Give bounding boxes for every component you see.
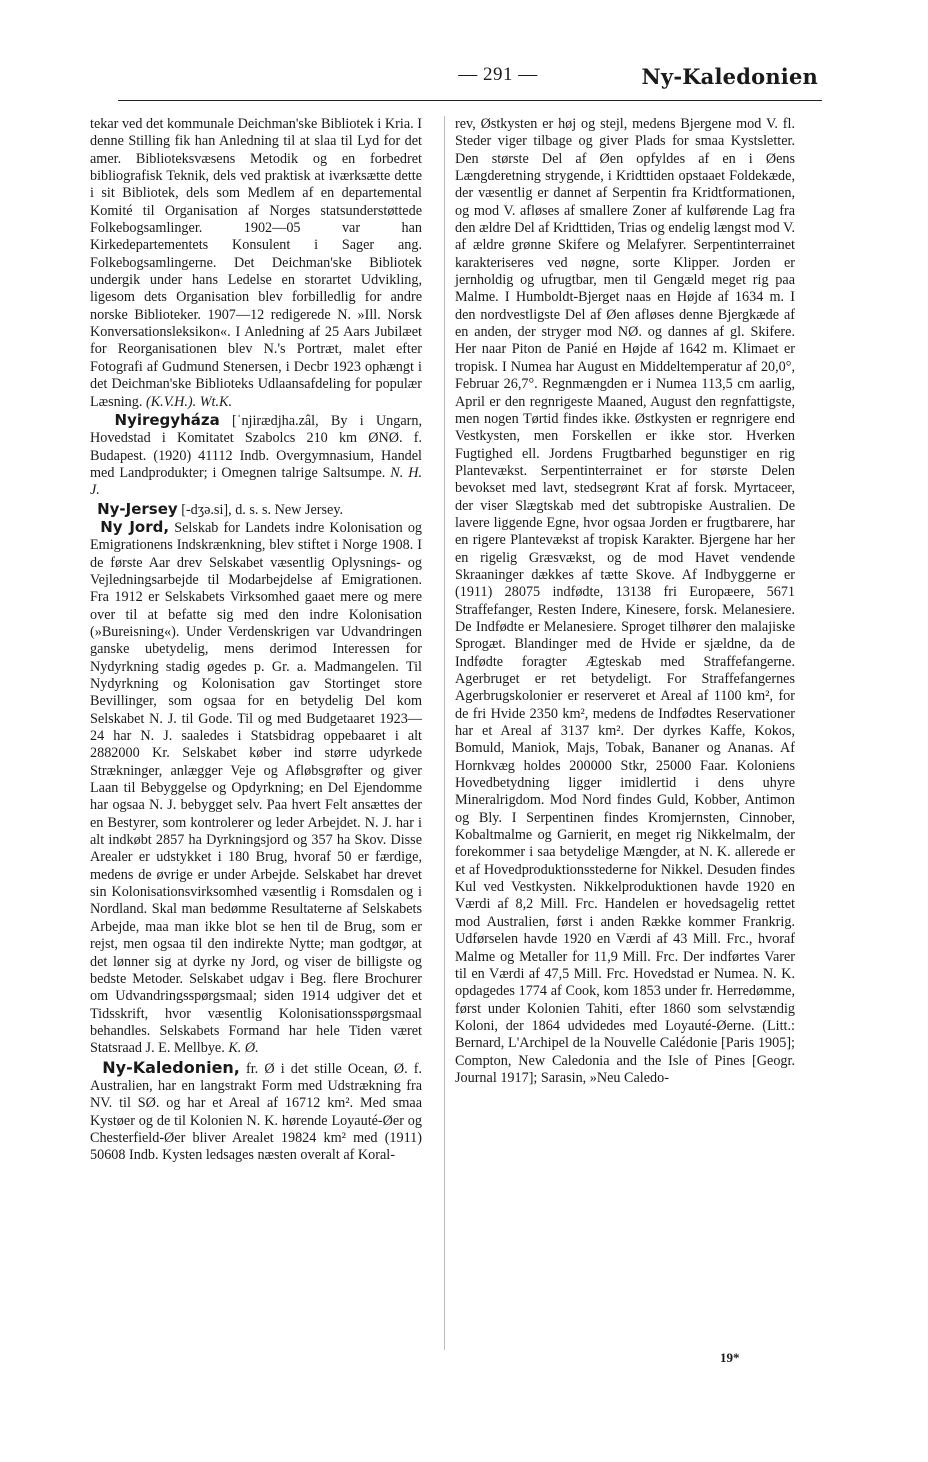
paragraph-continuation: rev, Østkysten er høj og stejl, medens Bjergene mod V. fl. Steder viger tilbage og giver Plads for smaa Kystsletter. Den største Del af Øen opfyldes af en i Øens Længderetning strygende, i Kridttiden opstaaet Foldekæde, der væsentlig er dannet af Serpentin fra Kridtformationen, og mod V. afløses af smallere Zoner af kulførende Lag fra den ældre Del af Kridttiden, Trias og endelig længst mod V. af ældre grønne Skifere og Melafyrer. Serpentinterrainet karakteriseres ved nøgne, sorte Klipper. Jorden er jernholdig og ufrugtbar, men til Gengæld meget rig paa Malme. I Humboldt-Bjerget naas en Højde af 1634 m. I den nordvestligste Del af Øen afløses denne Bjergkæde af en anden, der stryger mod NØ. og dannes af gl. Skifere. Her naar Piton de Panié en Højde af 1642 m. Klimaet er tropisk. I Numea har August en Middeltemperatur af 20,0°, Februar 26,7°. Regnmængden er i Numea 113,5 cm aarlig, April er den regnrigeste Maaned, August den regnfattigste, men nogen Tørtid findes ikke. Østkysten er regnrigere end Vestkysten, men Forskellen er ikke stor. Hverken Fugtighed ell. Jordens Frugtbarhed begunstiger en rig Plantevækst. Serpentinterrainet er for største Delen bevokset med lavt, stedsegrønt Krat af forsk. Myrtaceer, der viser Slægtskab med det subtropiske Australien. De lavere liggende Egne, hvor ogsaa Jorden er frugtbarere, har en rigere Plantevækst af tropisk Karakter. Bjergene har her en rigelig Græsvækst, og de mod Havet vendende Skraaninger dækkes af tætte Skove. Af Indbyggerne er (1911) 28075 indfødte, 13138 fri Europæere, 5671 Straffefanger, Resten Indere, Kinesere, forsk. Melanesiere. De Indfødte er Melanesiere. Sproget tilhører den malajiske Sprogæt. Blandinger med de Hvide er sjældne, da de Indfødte foragter Ægteskab med Straffefangerne. Agerbruget er ret betydeligt. For Straffefangernes Agerbrugskolonier er reserveret et Areal af 1100 km², for de fri Hvide 2350 km², medens de Indfødtes Reservationer har et Areal af 3137 km². Der dyrkes Kaffe, Kokos, Bomuld, Maniok, Majs, Tobak, Bananer og Ananas. Af Hornkvæg holdes 200000 Stkr, 25000 Faar. Koloniens Hovedbetydning ligger imidlertid i dens uhyre Mineralrigdom. Mod Nord findes Guld, Kobber, Antimon og Bly. I Serpentinen findes Kromjernsten, Cinnober, Kobaltmalme og Garnierit, en meget rig Nikkelmalm, der forekommer i saa betydelige Mængder, at N. K. allerede er et af Hovedproduktionsstederne for Nikkel. Desuden findes Kul ved Vestkysten. Nikkelproduktionen havde 1920 en Værdi af 8,2 Mill. Frc. Handelen er hovedsagelig rettet mod Australien, først i anden Række kommer Frankrig. Udførselen havde 1920 en Værdi af 43 Mill. Frc., hvoraf Malme og Metaller for 11,9 Mill. Frc. Der indførtes Varer til en Værdi af 47,5 Mill. Frc. Hovedstad er Numea. N. K. opdagedes 1774 af Cook, kom 1853 under fr. Herredømme, først under Kolonien Tahiti, efter 1860 som selvstændig Koloni, der 1864 udvidedes med Loyauté-Øerne. (Litt.: Bernard, L'Archipel de la Nouvelle Calédonie [Paris 1905]; Compton, New Caledonia and the Isle of Pines [Geogr. Journal 1917]; Sarasin, »Neu Caledo- — [455, 116, 795, 1086]
paragraph-text: tekar ved det kommunale Deichman'ske Bibliotek i Kria. I denne Stilling fik han Anledning til at slaa til Lyd for det amer. Biblioteksvæsens Metodik og en forbedret bibliografisk Teknik, dels ved praktisk at iværksætte dette i sit Bibliotek, dels som Medlem af en departemental Komité til Organisation af Norges statsunderstøttede Folkebogsamlinger. 1902—05 var han Kirkedepartementets Konsulent i Sager ang. Folkebogsamlingerne. Det Deichman'ske Bibliotek undergik under hans Ledelse en storartet Udvikling, ligesom dets Organisation blev forbilledlig for andre norske Biblioteker. 1907—12 redigerede N. »Ill. Norsk Konversationsleksikon«. I Anledning af 25 Aars Jubilæet for Reorganisationen blev N.'s Portræt, malet efter Fotografi af Gudmund Stenersen, i Decbr 1923 ophængt i det Deichman'ske Biblioteks Udlaansafdeling for populær Læsning. — [90, 116, 422, 410]
entry-body: Selskab for Landets indre Kolonisation og Emigrationens Indskrænkning, blev stiftet i Norge 1908. I de første Aar drev Selskabet væsentlig Oplysnings- og Vejledningsarbejde til Modarbejdelse af Emigrationen. Fra 1912 er Selskabets Virksomhed gaaet mere og mere over til at befatte sig med den indre Kolonisation (»Bureisning«). Under Verdenskrigen var Udvandringen ganske ubetydelig, mens derimod Interessen for Nydyrkning stadig øgedes p. Gr. a. Madmangelen. Til Nydyrkning og Kolonisation gav Stortinget store Bevillinger, som ogsaa for en betydelig Del kom Selskabet N. J. til Gode. Til og med Budgetaaret 1923—24 har N. J. saaledes i Statsbidrag oppebaaret i alt 2882000 Kr. Selskabet køber ind større udyrkede Strækninger, anlægger Veje og Afløbsgrøfter og giver Laan til Bebyggelse og Opdyrkning; en Del Ejendomme har ogsaa N. J. bebygget selv. Paa hvert Felt ansættes der en Bestyrer, som kontrolerer og leder Arbejdet. N. J. har i alt indkøbt 2857 ha Dyrkningsjord og 357 ha Skov. Disse Arealer er udstykket i 180 Brug, hvoraf 50 er færdige, medens de øvrige er under Arbejde. Selskabet har drevet sin Kolonisationsvirksomhed væsentlig i Romsdalen og i Nordland. Skal man bedømme Resultaterne af Selskabets Arbejde, maa man ikke blot se hen til de Brug, som er rejst, men ogsaa til den indirekte Nytte; man godtgør, at det lønner sig at dyrke ny Jord, og viser de billigste og bedste Metoder. Selskabet udgav i Beg. flere Brochurer om Udvandringsspørgsmaal; siden 1914 udgiver det et Tidsskrift, hvor væsentlig Kolonisationsspørgsmaal behandles. Selskabets Formand har hele Tiden været Statsraad J. E. Mellbye. — [90, 519, 423, 1057]
column-divider — [444, 116, 445, 1350]
page-header — [118, 64, 818, 96]
entry-ny-jersey — [90, 501, 422, 519]
right-column — [455, 116, 795, 1087]
entry-ny-jord — [90, 519, 422, 1058]
headword: Ny Jord, — [100, 517, 170, 536]
entry-ny-kaledonien — [90, 1059, 422, 1165]
entry-nyiregyhaza — [90, 412, 422, 500]
author-signature: (K.V.H.). Wt.K. — [145, 393, 233, 410]
headword: Nyiregyháza — [114, 410, 220, 429]
signature-mark: 19* — [720, 1350, 740, 1365]
author-signature: N. H. J. — [90, 464, 422, 499]
paragraph-continuation — [90, 116, 422, 411]
headword: Ny-Jersey — [97, 499, 178, 518]
page-number: — 291 — — [458, 64, 538, 85]
running-head: Ny-Kaledonien — [641, 64, 818, 89]
entry-body: fr. Ø i det stille Ocean, Ø. f. Australien, har en langstrakt Form med Udstrækning fra NV. til SØ. og har et Areal af 16712 km². Med smaa Kystøer og de til Kolonien N. K. hørende Loyauté-Øer og Chesterfield-Øer bliver Arealet 19824 km² med (1911) 50608 Indb. Kysten ledsages næsten overalt af Koral- — [90, 1060, 423, 1164]
left-column — [90, 116, 422, 1165]
headword: Ny-Kaledonien, — [102, 1057, 240, 1077]
header-rule — [118, 100, 822, 101]
entry-body: [ˈnjirædjha.zâl, By i Ungarn, Hovedstad i Komitatet Szabolcs 210 km ØNØ. f. Budapest. (1920) 41112 Indb. Overgymnasium, Handel med Landprodukter; i Omegnen talrige Saltsumpe. — [90, 412, 423, 481]
author-signature: K. Ø. — [228, 1040, 259, 1057]
entry-body: [-dʒə.si], d. s. s. New Jersey. — [181, 501, 344, 518]
